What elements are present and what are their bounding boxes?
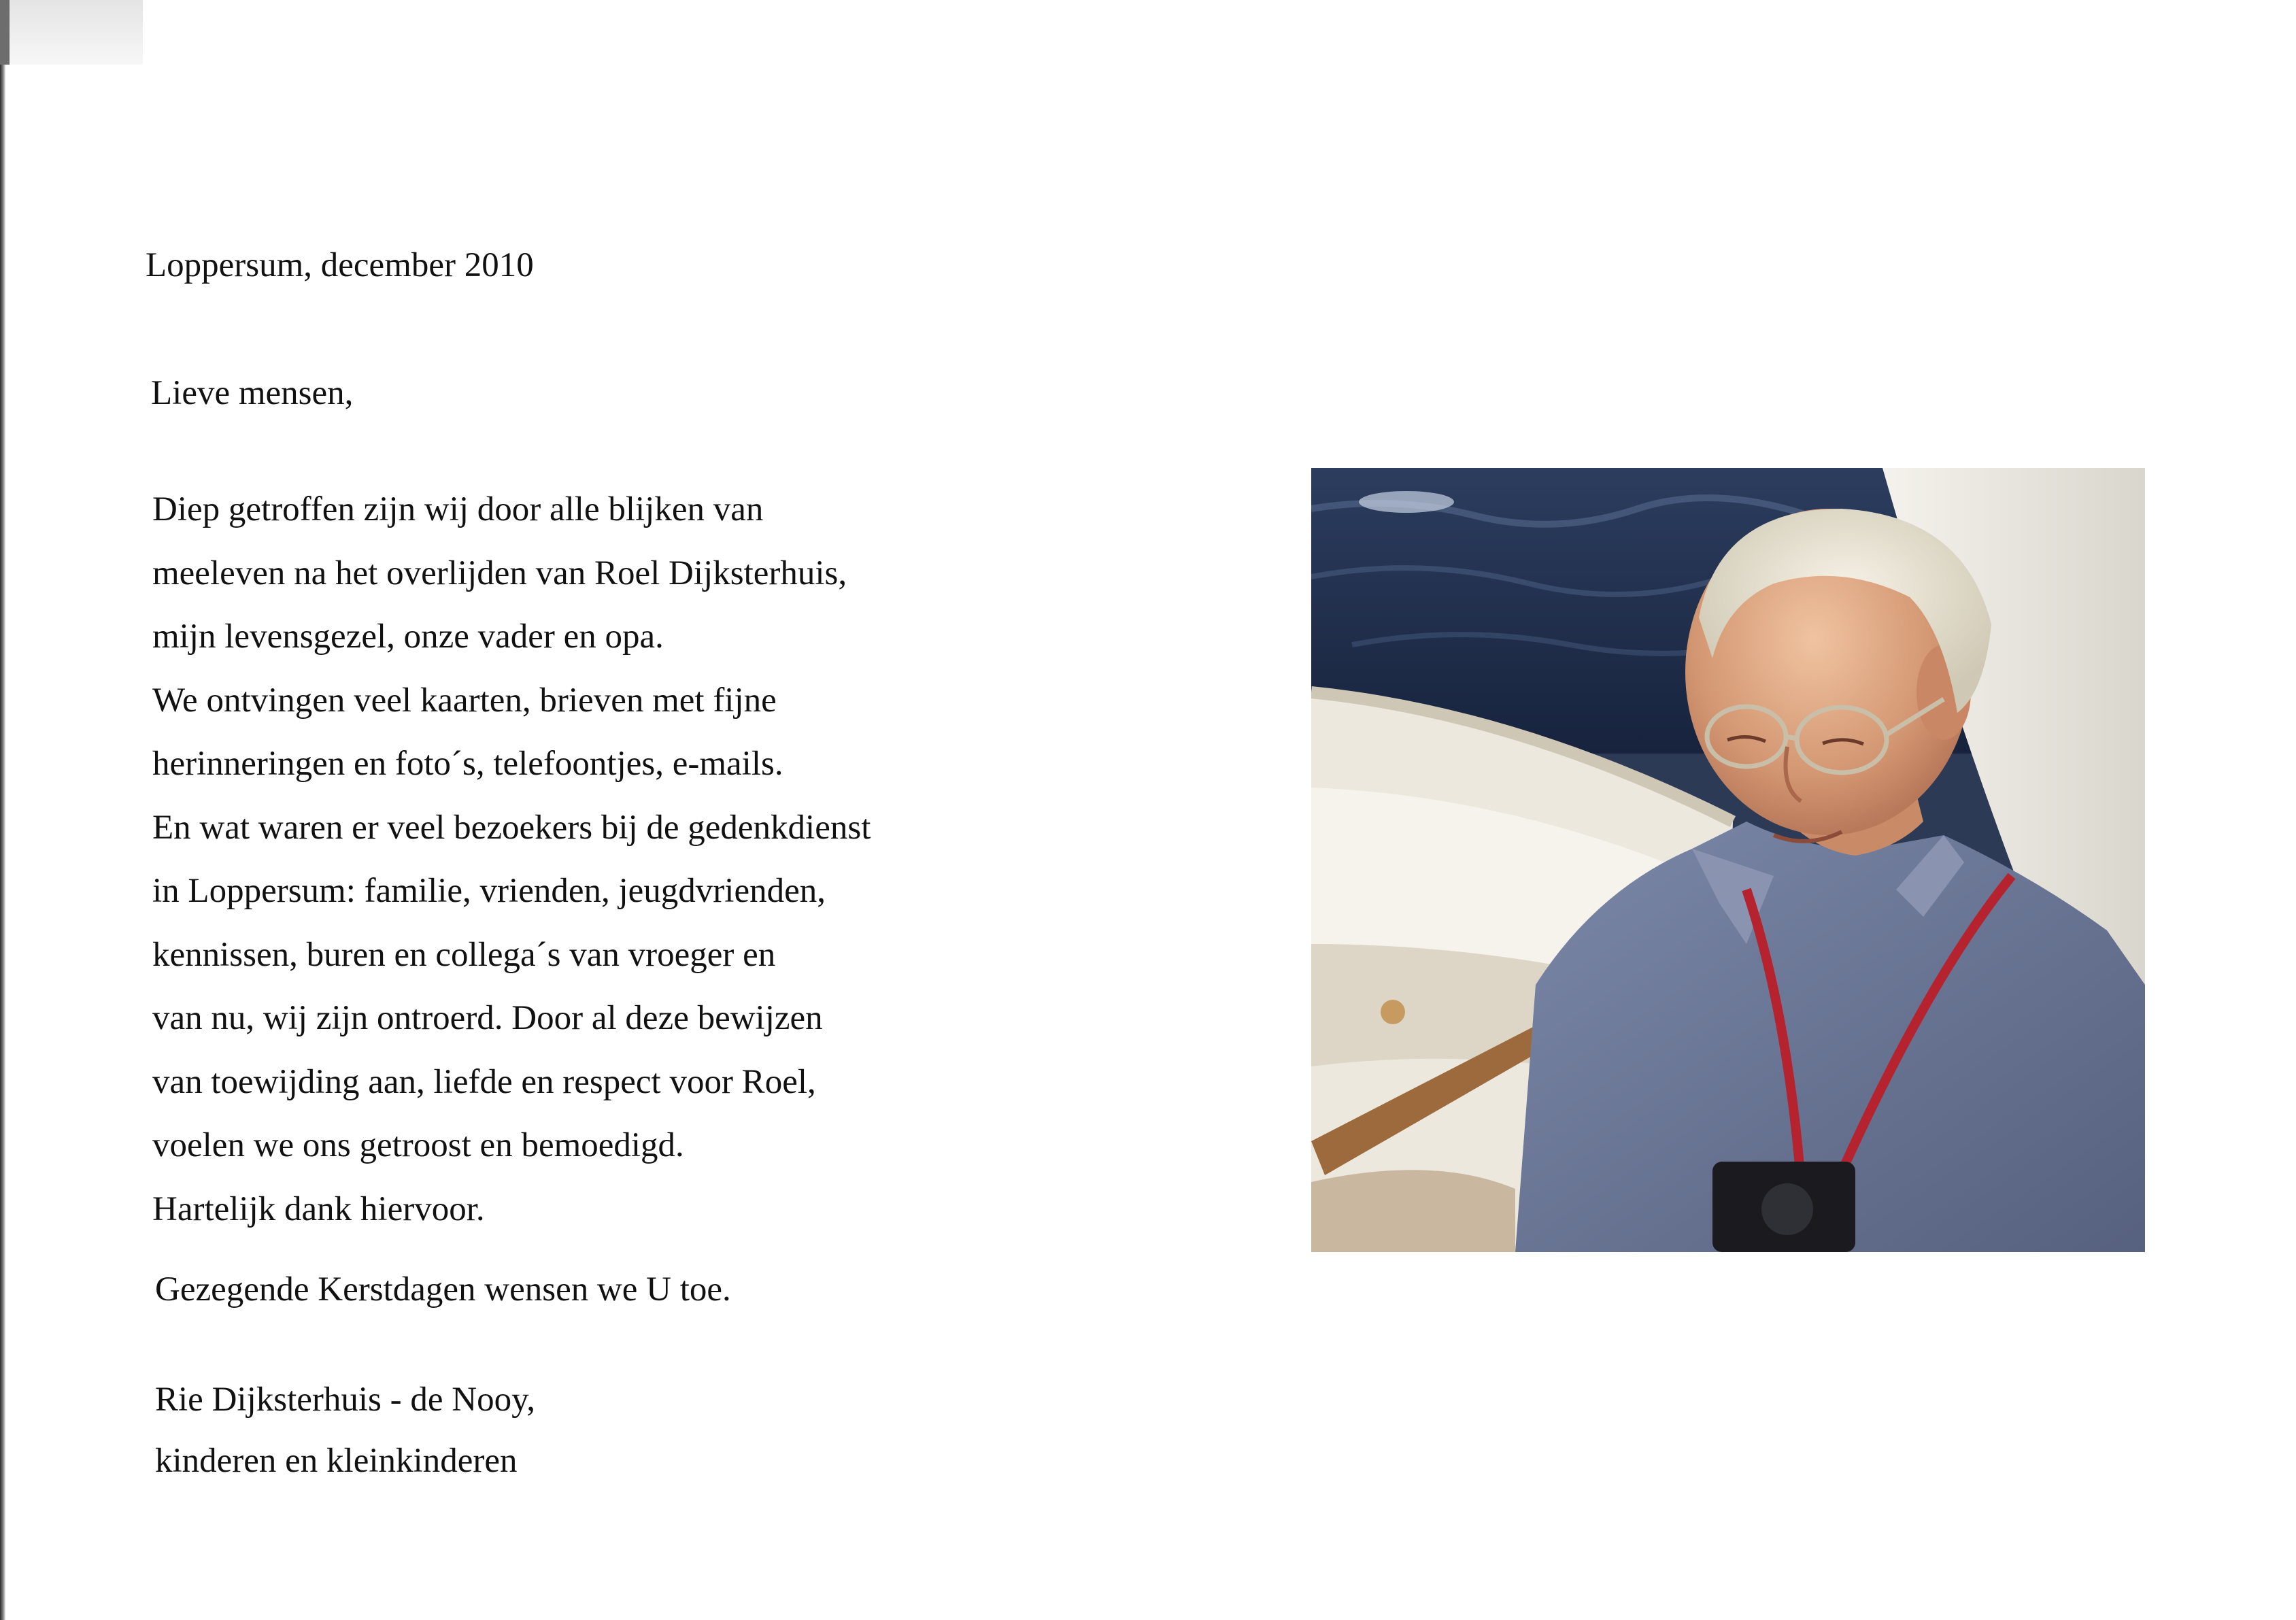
body-line: van nu, wij zijn ontroerd. Door al deze bewijzen xyxy=(152,999,823,1037)
body-line: mijn levensgezel, onze vader en opa. xyxy=(152,618,664,656)
salutation: Lieve mensen, xyxy=(151,374,354,412)
signature-family: kinderen en kleinkinderen xyxy=(155,1442,518,1480)
body-line: Hartelijk dank hiervoor. xyxy=(152,1189,485,1228)
body-line: Diep getroffen zijn wij door alle blijken van xyxy=(152,490,764,528)
body-paragraph xyxy=(152,478,871,1241)
card-page xyxy=(5,65,2296,1620)
body-line: We ontvingen veel kaarten, brieven met fijne xyxy=(152,681,777,720)
scan-artifact-top xyxy=(0,0,143,65)
signature-name: Rie Dijksterhuis - de Nooy, xyxy=(155,1381,536,1419)
body-line: En wat waren er veel bezoekers bij de gedenkdienst xyxy=(152,808,871,847)
date-line: Loppersum, december 2010 xyxy=(146,246,534,284)
body-line: herinneringen en foto´s, telefoontjes, e-mails. xyxy=(152,745,783,783)
scan-artifact-edge xyxy=(0,65,5,1620)
portrait-illustration xyxy=(1311,468,2145,1252)
portrait-photo xyxy=(1311,468,2145,1252)
body-line: van toewijding aan, liefde en respect voor Roel, xyxy=(152,1062,816,1101)
body-line: kennissen, buren en collega´s van vroeger en xyxy=(152,935,776,974)
body-line: voelen we ons getroost en bemoedigd. xyxy=(152,1126,684,1164)
signature-block xyxy=(155,1369,535,1491)
body-line: in Loppersum: familie, vrienden, jeugdvrienden, xyxy=(152,872,826,910)
closing-greeting: Gezegende Kerstdagen wensen we U toe. xyxy=(155,1270,731,1309)
body-line: meeleven na het overlijden van Roel Dijksterhuis, xyxy=(152,554,847,592)
